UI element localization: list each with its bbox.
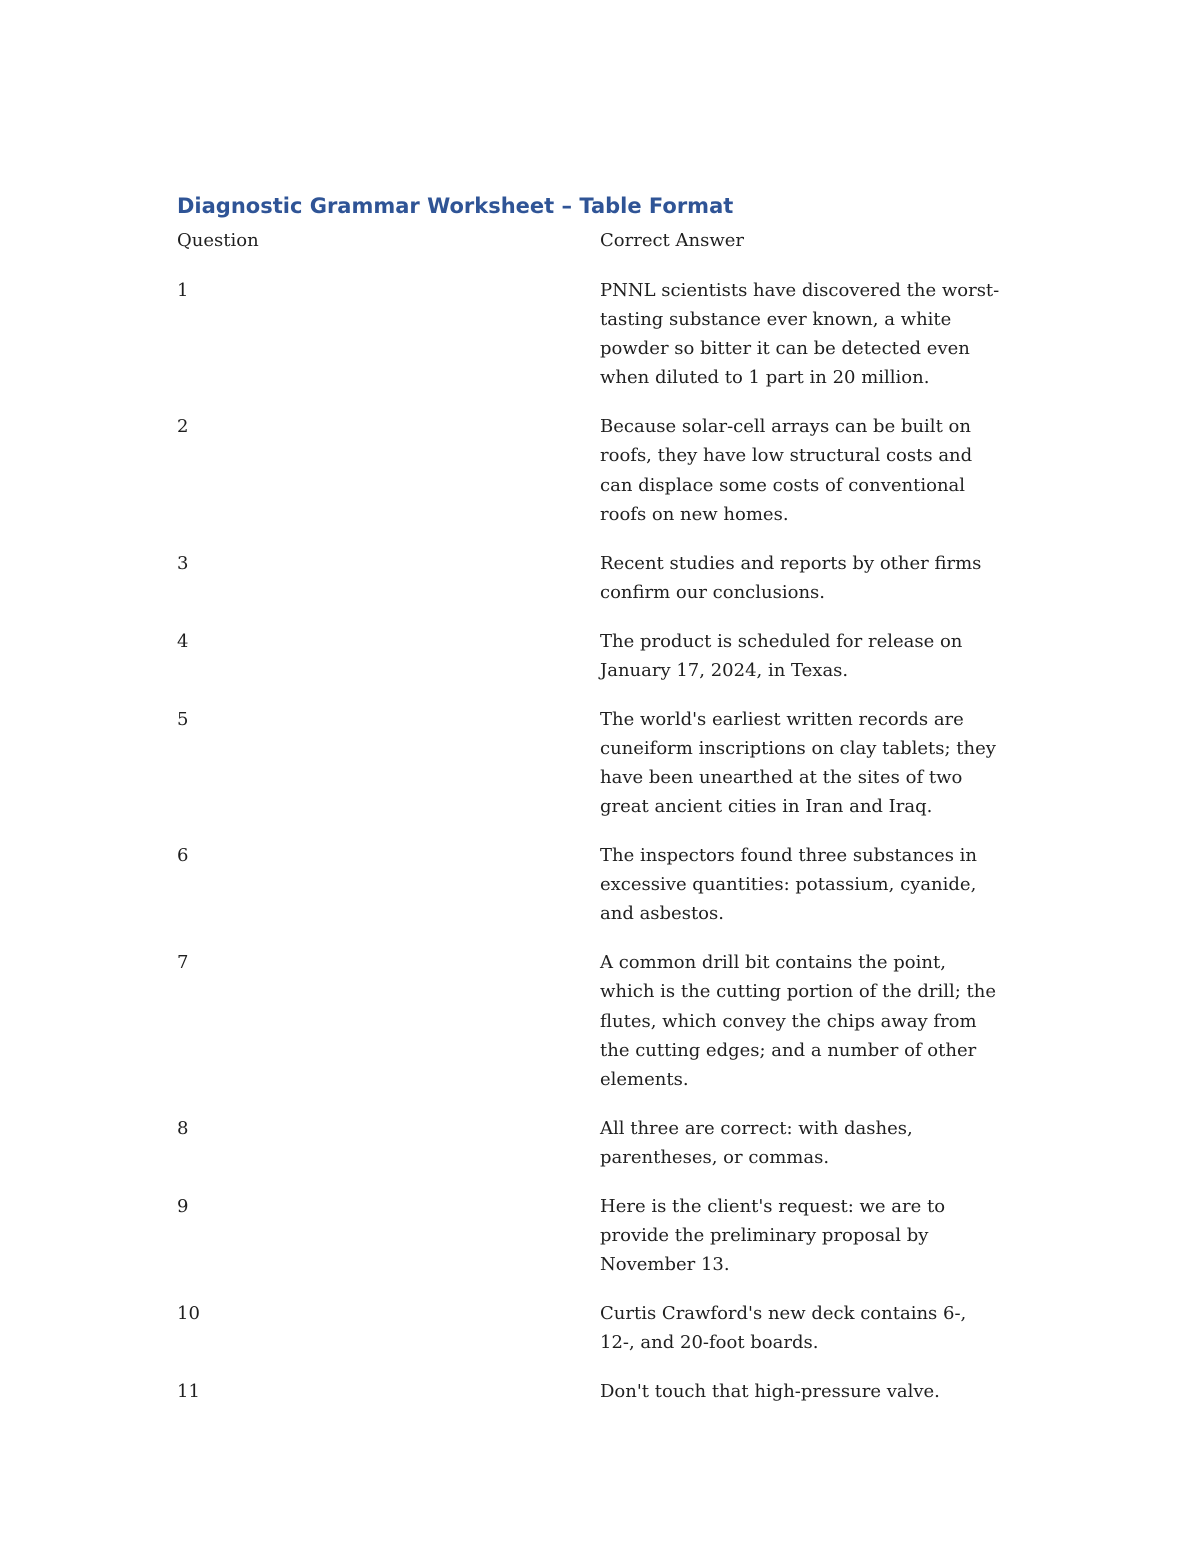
question-number: 9 (177, 1195, 189, 1217)
question-number: 3 (177, 552, 189, 574)
question-number: 2 (177, 416, 189, 438)
table-row (177, 1114, 1007, 1172)
table-row (177, 627, 1007, 685)
correct-answer: The inspectors found three substances in excessive quantities: potassium, cyanide, and asbestos. (600, 845, 978, 925)
column-header-answer: Correct Answer (600, 230, 744, 251)
question-number: 11 (177, 1381, 200, 1403)
correct-answer: Because solar-cell arrays can be built on roofs, they have low structural costs and can displace some costs of conventional roofs on new homes. (600, 416, 973, 525)
table-row (177, 705, 1007, 822)
correct-answer: A common drill bit contains the point, which is the cutting portion of the drill; the flutes, which convey the chips away from the cutting edges; and a number of other elements. (600, 952, 996, 1091)
table-row (177, 841, 1007, 929)
table-header-row (177, 226, 1007, 255)
table-row (177, 1377, 1007, 1406)
correct-answer: PNNL scientists have discovered the worst-tasting substance ever known, a white powder so bitter it can be detected even when diluted to 1 part in 20 million. (600, 279, 1000, 389)
correct-answer: Curtis Crawford's new deck contains 6-, 12-, and 20-foot boards. (600, 1303, 967, 1354)
correct-answer: Don't touch that high-pressure valve. (600, 1381, 940, 1403)
table-row (177, 276, 1007, 393)
table-row (177, 1192, 1007, 1280)
answer-table (177, 226, 1007, 1426)
question-number: 6 (177, 845, 189, 867)
correct-answer: The product is scheduled for release on January 17, 2024, in Texas. (600, 630, 963, 681)
correct-answer: Recent studies and reports by other firms confirm our conclusions. (600, 552, 982, 603)
question-number: 10 (177, 1303, 200, 1325)
question-number: 5 (177, 708, 189, 730)
question-number: 4 (177, 630, 189, 652)
correct-answer: The world's earliest written records are cuneiform inscriptions on clay tablets; they have been unearthed at the sites of two great ancient cities in Iran and Iraq. (600, 708, 996, 818)
correct-answer: Here is the client's request: we are to provide the preliminary proposal by November 13. (600, 1195, 946, 1276)
correct-answer: All three are correct: with dashes, parentheses, or commas. (600, 1117, 913, 1169)
table-row (177, 412, 1007, 529)
table-row (177, 1299, 1007, 1357)
column-header-question: Question (177, 230, 259, 251)
document-title: Diagnostic Grammar Worksheet – Table Format (177, 194, 734, 218)
question-number: 7 (177, 952, 189, 974)
question-number: 8 (177, 1117, 189, 1139)
table-row (177, 549, 1007, 607)
table-row (177, 948, 1007, 1094)
question-number: 1 (177, 279, 189, 301)
